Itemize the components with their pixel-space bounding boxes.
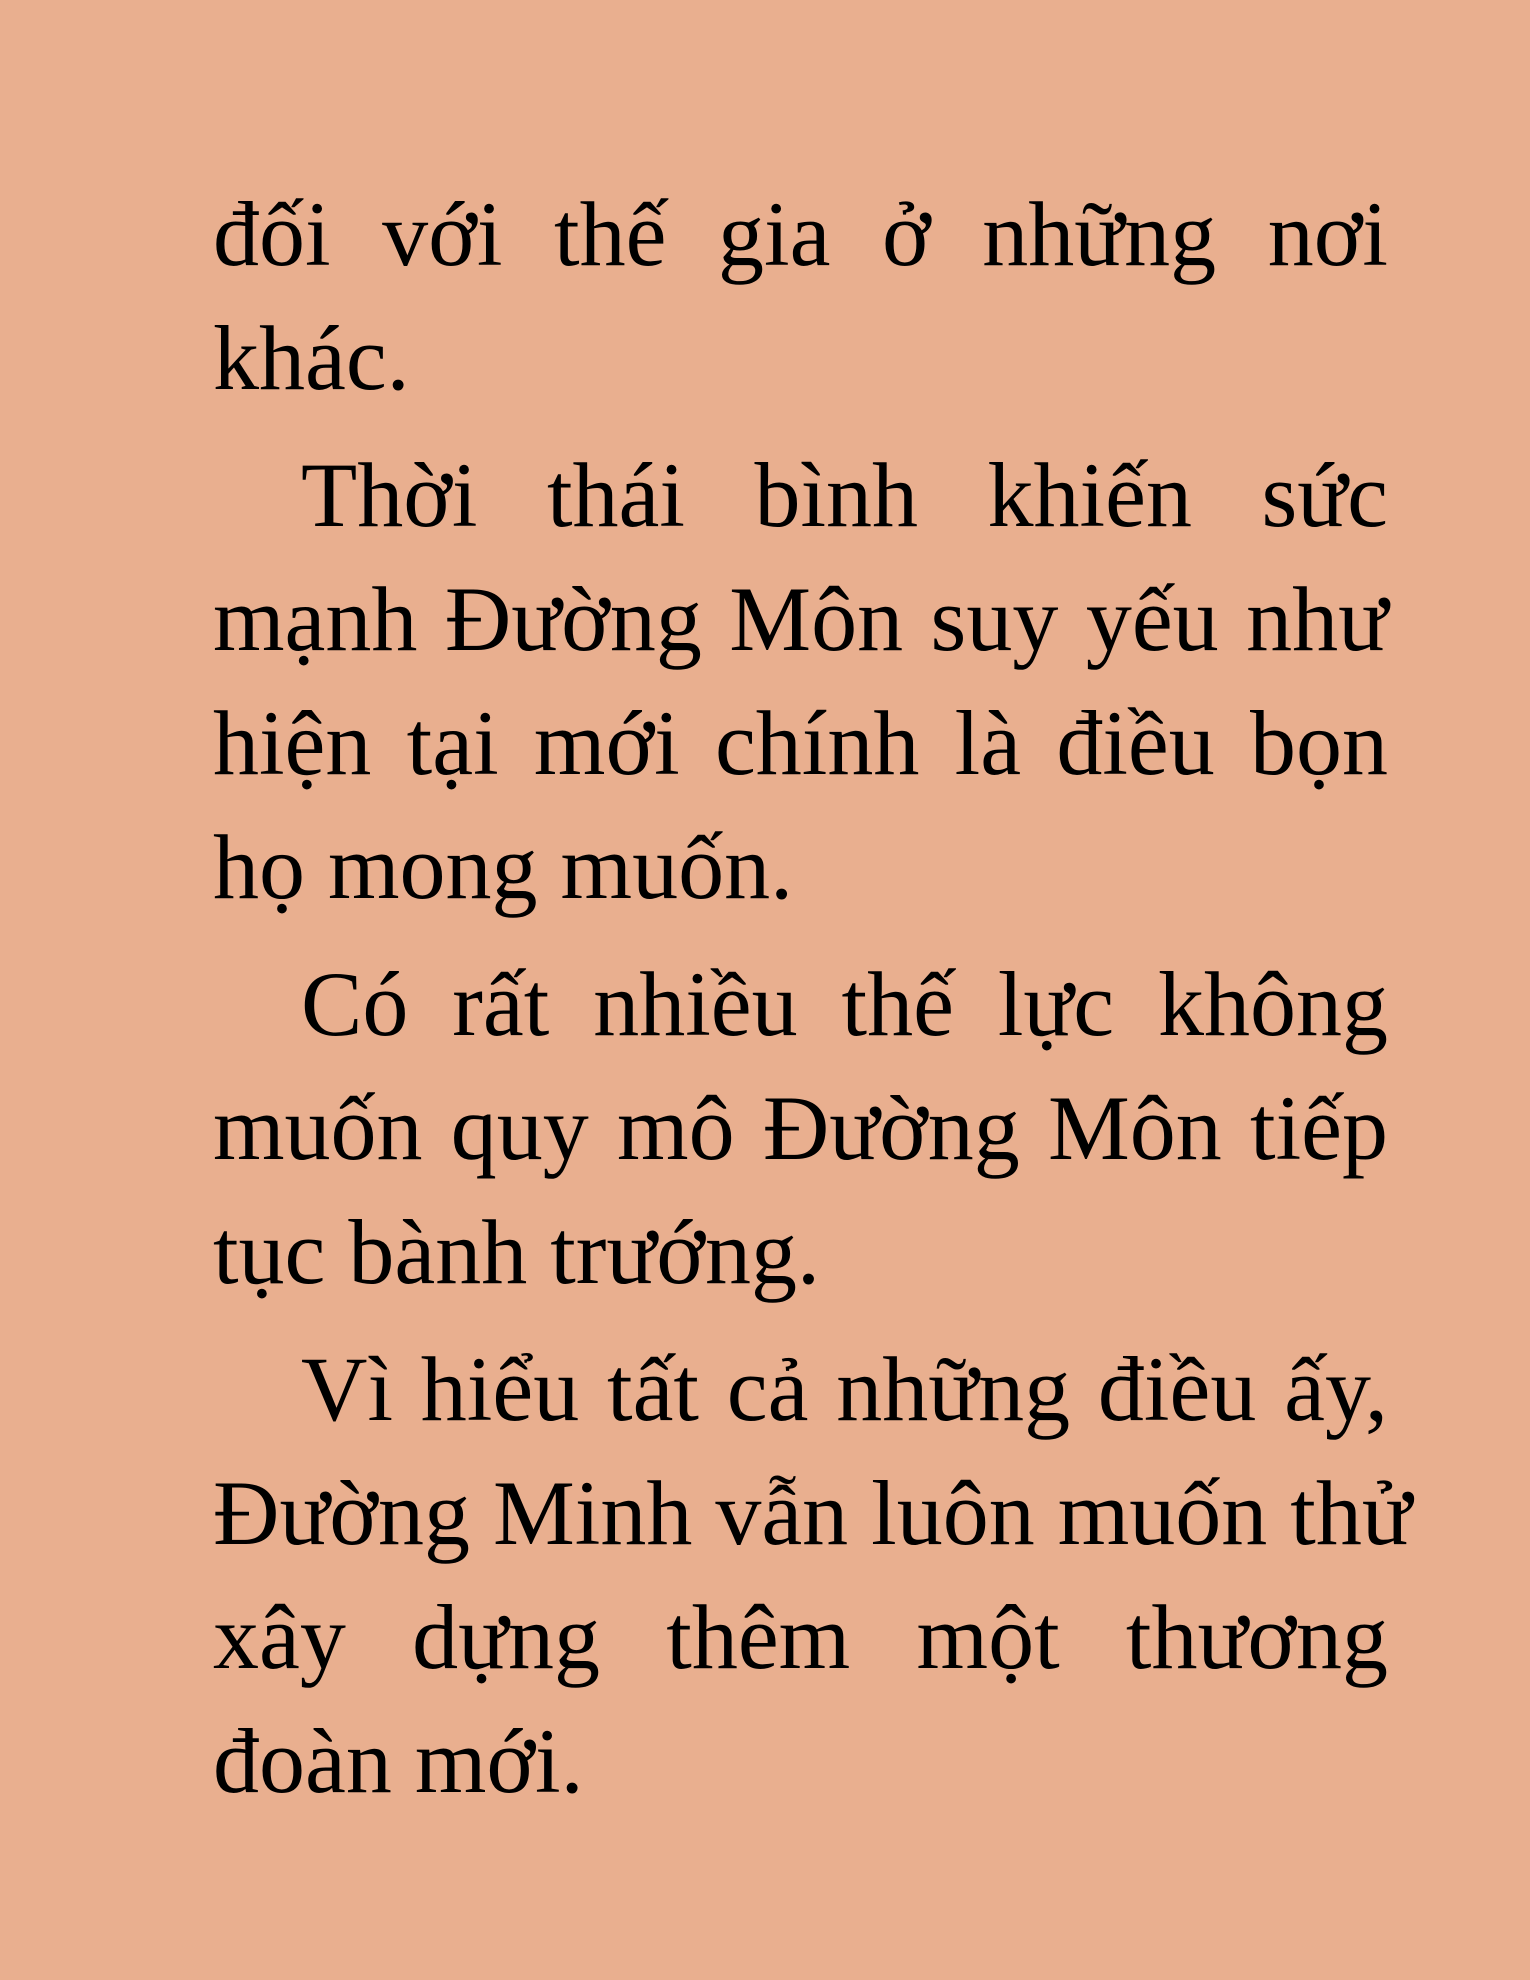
paragraph-4 bbox=[213, 1327, 1412, 1823]
paragraph-1 bbox=[213, 172, 1388, 420]
paragraph-2 bbox=[213, 433, 1388, 929]
text-line: đối với thế gia ở những nơi bbox=[213, 183, 1388, 285]
text-line: mạnh Đường Môn suy yếu như bbox=[213, 568, 1388, 670]
text-line: muốn quy mô Đường Môn tiếp bbox=[213, 1077, 1388, 1179]
text-line: hiện tại mới chính là điều bọn bbox=[213, 692, 1388, 794]
paragraph-3 bbox=[213, 942, 1388, 1314]
text-line: tục bành trướng. bbox=[213, 1201, 820, 1303]
page-text bbox=[213, 172, 1412, 1823]
text-line: khác. bbox=[213, 307, 410, 409]
text-line: Thời thái bình khiến sức bbox=[301, 444, 1388, 546]
text-line: xây dựng thêm một thương bbox=[213, 1586, 1388, 1688]
text-line: đoàn mới. bbox=[213, 1710, 584, 1812]
text-line: Vì hiểu tất cả những điều ấy, bbox=[301, 1338, 1388, 1440]
text-line: họ mong muốn. bbox=[213, 816, 794, 918]
text-line: Đường Minh vẫn luôn muốn thử bbox=[213, 1462, 1412, 1564]
text-line: Có rất nhiều thế lực không bbox=[301, 953, 1388, 1055]
